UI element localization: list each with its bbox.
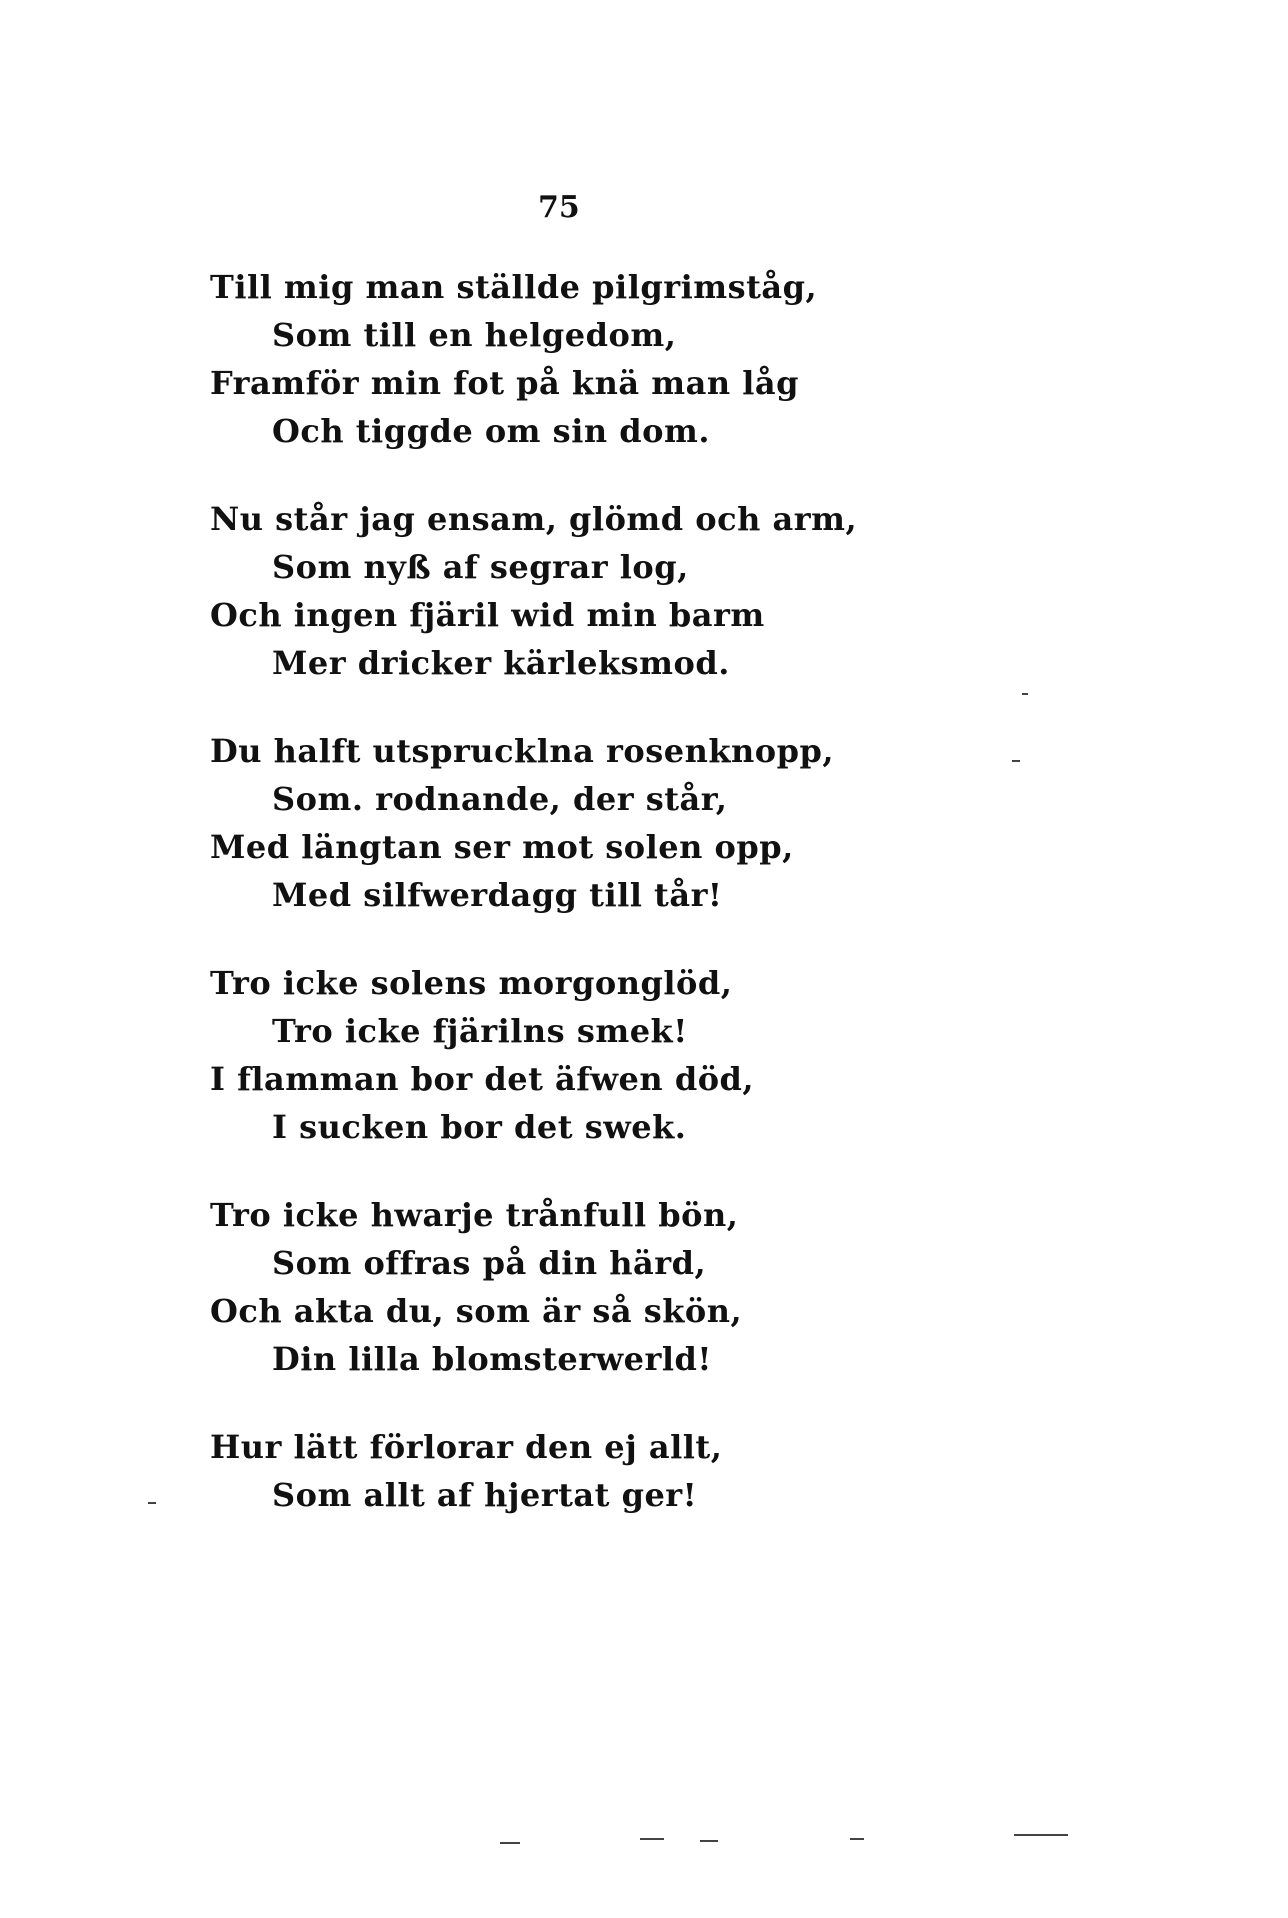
poem-line: Din lilla blomsterwerld! <box>272 1340 712 1378</box>
scan-speck <box>850 1838 864 1840</box>
scan-speck <box>1012 760 1020 762</box>
poem-line: Du halft utsprucklna rosenknopp, <box>210 732 835 770</box>
poem-line: Hur lätt förlorar den ej allt, <box>210 1428 723 1466</box>
poem-line: I sucken bor det swek. <box>272 1108 687 1146</box>
scan-speck <box>700 1840 718 1842</box>
poem-line: Framför min fot på knä man låg <box>210 364 799 402</box>
poem-line: Med längtan ser mot solen opp, <box>210 828 794 866</box>
poem-line: Och tiggde om sin dom. <box>272 412 710 450</box>
poem-line: Tro icke solens morgonglöd, <box>210 964 733 1002</box>
poem-line: Som nyß af segrar log, <box>272 548 689 586</box>
scan-speck <box>500 1842 520 1844</box>
poem-line: I flamman bor det äfwen död, <box>210 1060 755 1098</box>
poem-line: Som offras på din härd, <box>272 1244 707 1282</box>
poem-line: Tro icke fjärilns smek! <box>272 1012 688 1050</box>
poem-line: Nu står jag ensam, glömd och arm, <box>210 500 858 538</box>
poem-line: Som. rodnande, der står, <box>272 780 728 818</box>
poem-line: Till mig man ställde pilgrimståg, <box>210 268 818 306</box>
poem-line: Mer dricker kärleksmod. <box>272 644 730 682</box>
poem-line: Och ingen fjäril wid min barm <box>210 596 765 634</box>
scan-speck <box>1022 693 1028 695</box>
poem-line: Som till en helgedom, <box>272 316 677 354</box>
poem-line: Och akta du, som är så skön, <box>210 1292 743 1330</box>
scan-speck <box>640 1838 664 1840</box>
page-number: 75 <box>538 190 580 225</box>
scan-speck <box>1014 1834 1068 1836</box>
poem-line: Tro icke hwarje trånfull bön, <box>210 1196 739 1234</box>
poem-line: Som allt af hjertat ger! <box>272 1476 698 1514</box>
scan-speck <box>148 1502 156 1504</box>
poem-line: Med silfwerdagg till tår! <box>272 876 723 914</box>
